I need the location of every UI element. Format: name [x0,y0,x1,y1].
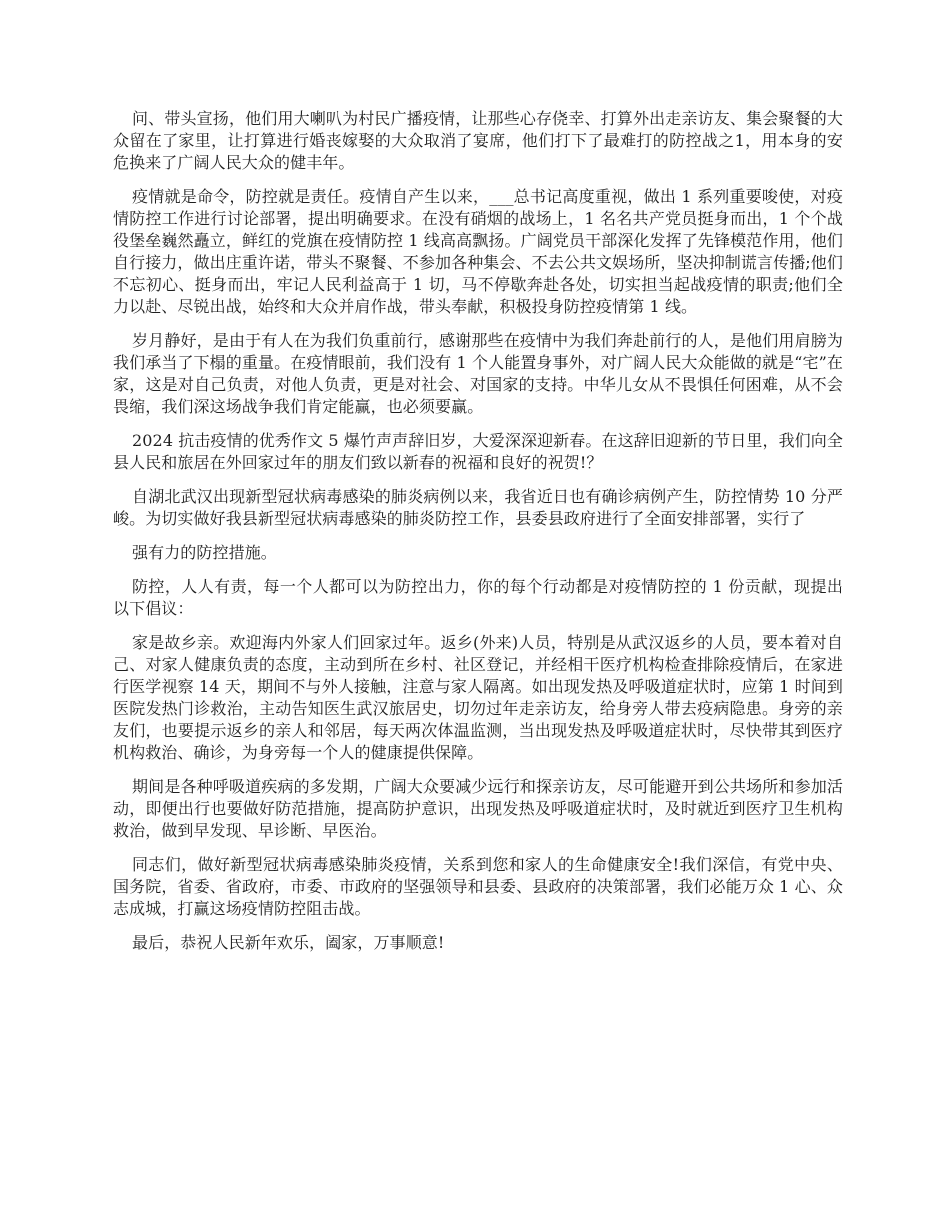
paragraph-9: 期间是各种呼吸道疾病的多发期，广阔大众要减少远行和探亲访友，尽可能避开到公共场所和参加活动，即便出行也要做好防范措施，提高防护意识，出现发热及呼吸道症状时，及时就近到医疗卫生机构救治，做到早发现、早诊断、早医治。 [113,777,843,840]
paragraph-1: 问、带头宣扬，他们用大喇叭为村民广播疫情，让那些心存侥幸、打算外出走亲访友、集会聚餐的大众留在了家里，让打算进行婚丧嫁娶的大众取消了宴席，他们打下了最难打的防控战之1，用本身的安危换来了广阔人民大众的健丰年。 [113,109,843,172]
paragraph-10: 同志们，做好新型冠状病毒感染肺炎疫情，关系到您和家人的生命健康安全!我们深信，有党中央、国务院，省委、省政府，市委、市政府的坚强领导和县委、县政府的决策部署，我们必能万众 1 心、众志成城，打赢这场疫情防控阻击战。 [113,855,843,918]
paragraph-4: 2024 抗击疫情的优秀作文 5 爆竹声声辞旧岁，大爱深深迎新春。在这辞旧迎新的节日里，我们向全县人民和旅居在外回家过年的朋友们致以新春的祝福和良好的祝贺!？ [113,431,843,472]
paragraph-5: 自湖北武汉出现新型冠状病毒感染的肺炎病例以来，我省近日也有确诊病例产生，防控情势 10 分严峻。为切实做好我县新型冠状病毒感染的肺炎防控工作，县委县政府进行了全面安排部署，实行了 [113,487,843,528]
paragraph-11: 最后，恭祝人民新年欢乐，阖家，万事顺意! [132,933,445,952]
paragraph-6: 强有力的防控措施。 [132,543,277,562]
paragraph-3: 岁月静好，是由于有人在为我们负重前行，感谢那些在疫情中为我们奔赴前行的人，是他们用肩膀为我们承当了下榻的重量。在疫情眼前，我们没有 1 个人能置身事外，对广阔人民大众能做的就是“宅”在家，这是对自己负责，对他人负责，更是对社会、对国家的支持。中华儿女从不畏惧任何困难，从不会畏缩，我们深这场战争我们肯定能赢，也必须要赢。 [113,331,843,416]
paragraph-8: 家是故乡亲。欢迎海内外家人们回家过年。返乡(外来)人员，特别是从武汉返乡的人员，要本着对自己、对家人健康负责的态度，主动到所在乡村、社区登记，并经相干医疗机构检查排除疫情后，在家进行医学视察 14 天，期间不与外人接触，注意与家人隔离。如出现发热及呼吸道症状时，应第 1 时间到医院发热门诊救治，主动告知医生武汉旅居史，切勿过年走亲访友，给身旁人带去疫病隐患。身旁的亲友们，也要提示返乡的亲人和邻居，每天两次体温监测，当出现发热及呼吸道症状时，尽快带其到医疗机构救治、确诊，为身旁每一个人的健康提供保障。 [113,633,843,762]
paragraph-2: 疫情就是命令，防控就是责任。疫情自产生以来，___总书记高度重视，做出 1 系列重要唆使，对疫情防控工作进行讨论部署，提出明确要求。在没有硝烟的战场上，1 名名共产党员挺身而出，1 个个战役堡垒巍然矗立，鲜红的党旗在疫情防控 1 线高高飘扬。广阔党员干部深化发挥了先锋模范作用，他们自行接力，做出庄重许诺，带头不聚餐、不参加各种集会、不去公共文娱场所，坚决抑制谎言传播;他们不忘初心、挺身而出，牢记人民利益高于 1 切，马不停歇奔赴各处，切实担当起战疫情的职责;他们全力以赴、尽锐出战，始终和大众并肩作战，带头奉献，积极投身防控疫情第 1 线。 [113,187,843,316]
document-body [113,108,843,966]
paragraph-7: 防控，人人有责，每一个人都可以为防控出力，你的每个行动都是对疫情防控的 1 份贡献，现提出以下倡议： [113,577,843,618]
